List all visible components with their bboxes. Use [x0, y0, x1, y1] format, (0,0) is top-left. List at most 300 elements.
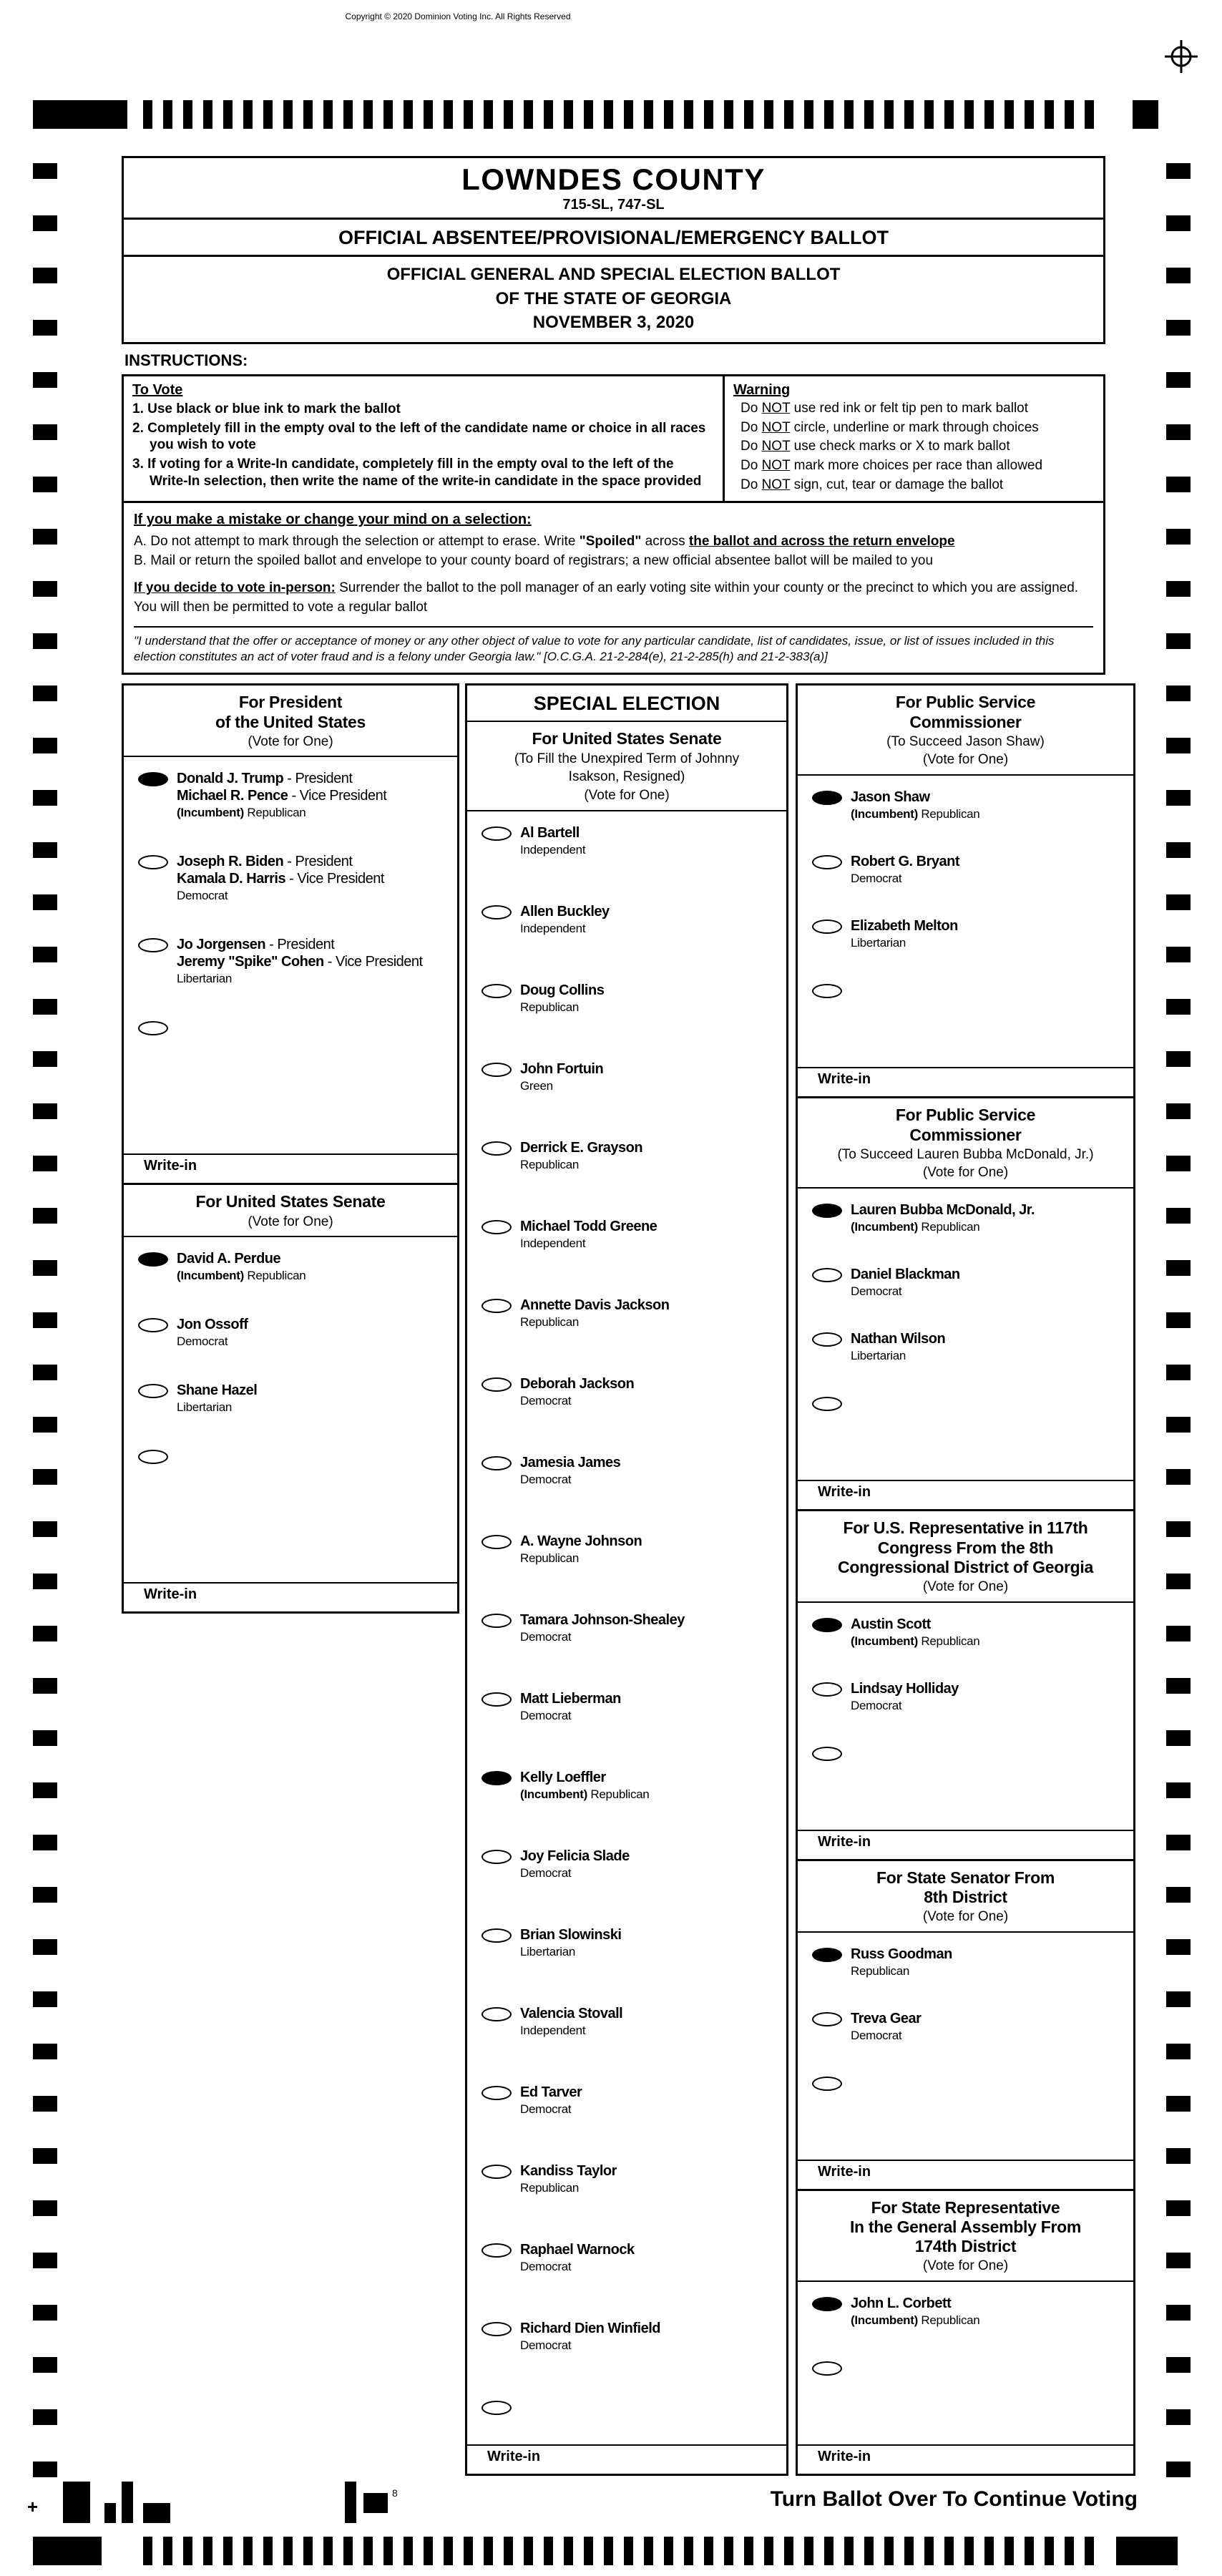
oval-empty[interactable] — [812, 2012, 842, 2026]
election-title-line1: OFFICIAL GENERAL AND SPECIAL ELECTION BALLOT — [386, 265, 841, 285]
party-name: Democrat — [851, 1698, 902, 1712]
timing-mark — [764, 2537, 773, 2565]
timing-mark — [33, 894, 57, 910]
write-in-oval[interactable] — [812, 2361, 842, 2376]
timing-mark — [33, 1521, 57, 1537]
contest-title: For U.S. Representative in 117th — [843, 1518, 1088, 1538]
contest-header — [467, 722, 786, 811]
to-vote-section — [124, 376, 725, 501]
party-name: Democrat — [520, 2338, 572, 2352]
oval-empty[interactable] — [482, 1614, 512, 1628]
candidate-name — [177, 1316, 248, 1333]
write-in-oval[interactable] — [138, 1021, 168, 1035]
incumbent-label: (Incumbent) — [851, 807, 922, 821]
oval-empty[interactable] — [482, 1220, 512, 1234]
timing-mark — [363, 2537, 373, 2565]
oval-empty[interactable] — [482, 984, 512, 998]
timing-mark — [424, 2537, 433, 2565]
timing-mark — [203, 2537, 212, 2565]
contest-header — [124, 686, 457, 757]
timing-mark — [644, 2537, 653, 2565]
timing-mark — [1166, 1782, 1191, 1798]
timing-mark — [33, 1782, 57, 1798]
timing-mark — [1166, 2200, 1191, 2216]
timing-mark — [704, 100, 713, 129]
timing-mark — [33, 1156, 57, 1171]
candidate-name-text: Valencia Stovall — [520, 2005, 623, 2021]
timing-mark — [163, 100, 172, 129]
candidate-name-text: Michael Todd Greene — [520, 1218, 658, 1234]
candidate-row — [467, 1611, 786, 1644]
registration-crosshair-icon — [1165, 40, 1198, 73]
vote-for-instruction: (Vote for One) — [922, 1165, 1009, 1181]
candidate-party — [520, 1394, 634, 1408]
timing-mark — [804, 100, 813, 129]
party-name: Democrat — [520, 1629, 572, 1644]
candidate-name — [520, 824, 585, 841]
timing-mark — [33, 790, 57, 806]
timing-mark — [33, 2200, 57, 2216]
candidate-row — [467, 2241, 786, 2274]
write-in-row — [798, 2074, 1133, 2091]
timing-mark — [984, 2537, 994, 2565]
party-name: Independent — [520, 2023, 586, 2037]
candidate-row — [798, 2295, 1133, 2328]
write-in-row — [467, 2399, 786, 2415]
timing-mark — [33, 1678, 57, 1694]
timing-mark — [33, 372, 57, 388]
timing-mark — [1045, 2537, 1054, 2565]
timing-mark — [1065, 2537, 1074, 2565]
candidate-name-text: Allen Buckley — [520, 903, 610, 919]
contest-title: For Public Service — [895, 693, 1036, 712]
timing-mark — [1166, 1156, 1191, 1171]
timing-mark — [1166, 1365, 1191, 1380]
timing-mark — [303, 100, 313, 129]
barcode-mark — [345, 2482, 356, 2523]
contest — [798, 2189, 1133, 2474]
candidate-party — [177, 1269, 306, 1283]
timing-mark — [884, 2537, 894, 2565]
oval-empty[interactable] — [482, 1141, 512, 1156]
candidate-name-text: Lauren Bubba McDonald, Jr. — [851, 1202, 1035, 1219]
candidate-text — [851, 1266, 960, 1299]
contest-subtitle: Isakson, Resigned) — [568, 769, 685, 785]
candidate-name — [851, 2010, 921, 2027]
mistake-section — [122, 501, 1105, 675]
candidate-name-text: Robert G. Bryant — [851, 854, 960, 870]
timing-mark — [724, 2537, 733, 2565]
candidate-name-text: Al Bartell — [520, 824, 580, 841]
instruction-item: 2. Completely fill in the empty oval to the left of the candidate name or choice in all races you wish to vote — [132, 420, 706, 453]
timing-mark — [784, 100, 793, 129]
candidate-name — [851, 1616, 979, 1633]
timing-mark — [584, 100, 593, 129]
timing-mark — [704, 2537, 713, 2565]
text-segment: circle, underline or mark through choices — [790, 419, 1039, 435]
oval-marked[interactable] — [812, 1204, 842, 1218]
barcode-mark — [143, 2503, 170, 2523]
candidate-name-text: Daniel Blackman — [851, 1267, 960, 1283]
write-in-oval[interactable] — [812, 2077, 842, 2091]
timing-mark — [33, 686, 57, 701]
candidate-row — [467, 1848, 786, 1880]
party-name: Independent — [520, 1236, 586, 1250]
party-name: Democrat — [520, 1472, 572, 1486]
party-name: Libertarian — [851, 1349, 906, 1363]
oval-marked[interactable] — [812, 791, 842, 805]
timing-mark — [1166, 320, 1191, 336]
write-in-row — [798, 1745, 1133, 1761]
candidate-text — [520, 1848, 630, 1880]
instruction-item: 1. Use black or blue ink to mark the ballot — [132, 401, 401, 416]
write-in-label: Write-in — [144, 1158, 197, 1174]
oval-empty[interactable] — [482, 1377, 512, 1392]
candidate-name-text: Elizabeth Melton — [851, 918, 958, 935]
candidate-role: - President — [265, 937, 335, 953]
oval-empty[interactable] — [482, 2086, 512, 2100]
candidate-text — [520, 1218, 657, 1251]
timing-mark — [1166, 1939, 1191, 1955]
timing-mark — [924, 2537, 934, 2565]
timing-mark — [1166, 1051, 1191, 1067]
write-in-row — [798, 1395, 1133, 1411]
timing-mark — [524, 100, 533, 129]
candidate-text — [851, 1946, 952, 1979]
timing-mark — [1045, 100, 1054, 129]
timing-mark — [33, 529, 57, 545]
text-segment: NOT — [761, 477, 791, 492]
timing-mark — [33, 2044, 57, 2059]
candidate-row — [124, 853, 457, 903]
instructions-box — [122, 374, 1105, 503]
ballot-title-box — [122, 218, 1105, 344]
candidate-name-text: Treva Gear — [851, 2010, 922, 2026]
oval-empty[interactable] — [812, 919, 842, 934]
contest — [798, 1509, 1133, 1858]
contest-title: Congressional District of Georgia — [838, 1557, 1093, 1576]
candidate-name — [520, 1926, 621, 1943]
timing-mark — [464, 2537, 473, 2565]
timing-mark — [33, 947, 57, 962]
candidate-text — [851, 1201, 1035, 1234]
timing-mark — [1166, 738, 1191, 753]
contest-header — [798, 1861, 1133, 1933]
party-name: Republican — [851, 1963, 910, 1978]
timing-mark — [1133, 100, 1158, 129]
timing-mark — [33, 1730, 57, 1746]
candidate-name-text: A. Wayne Johnson — [520, 1533, 642, 1549]
oval-empty[interactable] — [482, 1850, 512, 1864]
party-name: Republican — [520, 1314, 580, 1329]
candidate-name-text: Annette Davis Jackson — [520, 1297, 670, 1313]
timing-mark — [163, 2537, 172, 2565]
candidate-party — [520, 1236, 657, 1251]
candidate-party — [851, 1634, 979, 1649]
candidate-name-text: Jason Shaw — [851, 789, 930, 806]
oval-empty[interactable] — [482, 2322, 512, 2336]
mistake-item-a — [134, 534, 1093, 550]
timing-mark — [1166, 1730, 1191, 1746]
candidate-name-text: Richard Dien Winfield — [520, 2320, 661, 2336]
timing-mark — [33, 2305, 57, 2321]
timing-mark — [1166, 686, 1191, 701]
oval-marked[interactable] — [482, 1771, 512, 1785]
candidate-text — [851, 2295, 979, 2328]
timing-mark — [544, 100, 553, 129]
party-name: Libertarian — [177, 972, 233, 986]
timing-mark — [904, 100, 914, 129]
candidate-row — [798, 853, 1133, 886]
candidate-role: - President — [283, 771, 353, 787]
text-segment: Do — [740, 439, 762, 454]
ballot-type-title: OFFICIAL ABSENTEE/PROVISIONAL/EMERGENCY BALLOT — [124, 220, 1103, 257]
write-in-label: Write-in — [818, 1484, 871, 1501]
contest-header — [124, 1185, 457, 1237]
timing-mark — [223, 2537, 233, 2565]
timing-mark — [764, 100, 773, 129]
candidate-name — [851, 2295, 979, 2312]
candidate-name-text: Jamesia James — [520, 1454, 621, 1470]
timing-mark — [1166, 581, 1191, 597]
oval-empty[interactable] — [812, 1268, 842, 1282]
timing-mark — [223, 100, 233, 129]
candidate-name-text: Brian Slowinski — [520, 1926, 622, 1943]
oval-empty[interactable] — [482, 2243, 512, 2258]
candidate-row — [467, 2162, 786, 2195]
write-in-block — [467, 2444, 786, 2474]
timing-mark — [1166, 2096, 1191, 2112]
timing-mark — [444, 2537, 453, 2565]
timing-mark — [784, 2537, 793, 2565]
ballot-body — [122, 156, 1138, 2476]
write-in-oval[interactable] — [482, 2401, 512, 2415]
candidate-text — [520, 1375, 634, 1408]
candidate-party — [177, 889, 384, 903]
timing-mark — [383, 100, 393, 129]
timing-mark — [624, 100, 633, 129]
party-name: Democrat — [851, 1284, 902, 1299]
oval-empty[interactable] — [482, 1456, 512, 1470]
in-person-instruction — [134, 579, 1093, 617]
timing-mark — [484, 2537, 493, 2565]
timing-mark — [1166, 2148, 1191, 2164]
write-in-block — [798, 2160, 1133, 2189]
write-in-oval[interactable] — [812, 1747, 842, 1761]
party-name: Republican — [921, 807, 980, 821]
contest-title: Congress From the 8th — [877, 1538, 1054, 1557]
candidate-name-text: Kamala D. Harris — [177, 871, 286, 887]
timing-mark — [183, 2537, 192, 2565]
write-in-oval[interactable] — [138, 1450, 168, 1464]
candidate-list — [798, 1189, 1133, 1421]
contest — [467, 722, 786, 2474]
timing-mark — [1005, 100, 1014, 129]
candidate-text — [520, 2084, 582, 2117]
timing-mark — [624, 2537, 633, 2565]
oval-empty[interactable] — [482, 1299, 512, 1313]
party-name: Democrat — [520, 1393, 572, 1407]
write-in-oval[interactable] — [812, 984, 842, 998]
contest-title: For State Representative — [871, 2198, 1060, 2218]
write-in-row — [124, 1448, 457, 1464]
candidate-name-text: Michael R. Pence — [177, 788, 288, 804]
barcode-digit: 8 — [392, 2487, 398, 2499]
candidate-row — [798, 789, 1133, 821]
timing-mark — [1166, 947, 1191, 962]
timing-mark — [33, 581, 57, 597]
text-segment: use red ink or felt tip pen to mark ballot — [790, 400, 1029, 416]
timing-mark — [1065, 100, 1074, 129]
party-name: Republican — [921, 1634, 980, 1648]
oval-empty[interactable] — [482, 1063, 512, 1077]
warning-heading: Warning — [733, 381, 791, 398]
candidate-text — [520, 1926, 621, 1959]
timing-mark — [33, 1417, 57, 1433]
incumbent-label: (Incumbent) — [851, 1220, 922, 1234]
timing-mark — [1025, 2537, 1034, 2565]
candidate-name-text: John L. Corbett — [851, 2296, 952, 2312]
oval-empty[interactable] — [482, 1692, 512, 1707]
candidate-name — [177, 936, 423, 953]
timing-mark — [1085, 100, 1094, 129]
candidate-party — [851, 1349, 945, 1363]
oval-marked[interactable] — [138, 1252, 168, 1267]
oval-empty[interactable] — [138, 1384, 168, 1398]
party-name: Democrat — [851, 872, 902, 886]
oval-empty[interactable] — [812, 1682, 842, 1697]
timing-mark — [604, 2537, 613, 2565]
candidate-name — [520, 1218, 657, 1235]
candidate-role: - Vice President — [323, 954, 423, 970]
timing-mark — [1166, 477, 1191, 492]
write-in-block — [798, 1067, 1133, 1096]
incumbent-label: (Incumbent) — [177, 1269, 248, 1283]
vote-for-instruction: (Vote for One) — [922, 2258, 1009, 2274]
contest-title: of the United States — [215, 712, 366, 731]
timing-mark — [33, 1260, 57, 1276]
text-segment: NOT — [761, 419, 791, 435]
timing-mark — [484, 100, 493, 129]
write-in-label: Write-in — [144, 1586, 197, 1603]
timing-mark — [33, 2253, 57, 2268]
timing-mark — [1166, 268, 1191, 283]
timing-mark — [33, 1574, 57, 1589]
timing-mark — [564, 100, 573, 129]
oval-empty[interactable] — [138, 938, 168, 952]
candidate-name — [851, 917, 958, 935]
candidate-party — [851, 936, 958, 950]
candidate-name — [520, 2162, 617, 2180]
timing-mark — [1166, 2253, 1191, 2268]
timing-mark — [804, 2537, 813, 2565]
candidate-name — [851, 853, 959, 870]
vote-for-instruction: (Vote for One) — [248, 1214, 333, 1229]
timing-mark — [844, 2537, 854, 2565]
oval-empty[interactable] — [138, 1318, 168, 1332]
timing-mark — [1166, 2409, 1191, 2425]
candidate-party — [520, 1158, 642, 1172]
candidate-text — [520, 1297, 669, 1330]
candidate-text — [177, 1382, 257, 1415]
timing-mark — [33, 2462, 57, 2477]
oval-marked[interactable] — [812, 1948, 842, 1962]
candidate-party — [520, 1079, 603, 1093]
candidate-text — [177, 1316, 248, 1349]
candidate-row — [798, 1616, 1133, 1649]
timing-mark — [844, 100, 854, 129]
candidate-party — [520, 1709, 621, 1723]
text-segment: "Spoiled" — [579, 534, 642, 550]
oval-empty[interactable] — [138, 855, 168, 869]
timing-mark — [33, 842, 57, 858]
oval-empty[interactable] — [482, 1928, 512, 1943]
timing-mark — [33, 1103, 57, 1119]
oval-empty[interactable] — [482, 826, 512, 841]
candidate-row — [467, 1218, 786, 1251]
oval-marked[interactable] — [812, 2297, 842, 2311]
oval-empty[interactable] — [482, 2165, 512, 2179]
timing-mark — [33, 1208, 57, 1224]
candidate-name — [520, 1297, 669, 1314]
party-name: Republican — [921, 2313, 980, 2328]
county-header-box — [122, 156, 1105, 220]
vote-for-instruction: (Vote for One) — [584, 788, 670, 804]
oval-empty[interactable] — [482, 905, 512, 919]
candidate-party — [520, 2181, 617, 2195]
timing-mark — [283, 100, 293, 129]
write-in-oval[interactable] — [812, 1397, 842, 1411]
candidate-party — [177, 1400, 257, 1415]
oval-marked[interactable] — [812, 1618, 842, 1632]
timing-mark — [1166, 2462, 1191, 2477]
timing-mark — [1166, 529, 1191, 545]
timing-mark — [33, 2409, 57, 2425]
timing-mark — [1166, 1260, 1191, 1276]
candidate-row — [124, 1250, 457, 1283]
felony-notice: "I understand that the offer or acceptance of money or any other object of value to vote for any particular candidate, list of candidates, issue, or list of issues included in this election constitutes an act of voter fraud and is a felony under Georgia law." [O.C.G.A. 21-2-284(e), 21-2-285(h) and 21-2-383(a)] — [134, 626, 1093, 666]
candidate-row — [467, 1375, 786, 1408]
oval-empty[interactable] — [482, 2007, 512, 2021]
candidate-text — [520, 982, 604, 1015]
timing-mark — [1025, 100, 1034, 129]
candidate-row — [798, 1946, 1133, 1979]
candidate-party — [520, 2338, 660, 2353]
candidate-row — [798, 1330, 1133, 1363]
vote-for-instruction: (Vote for One) — [248, 733, 333, 749]
timing-mark — [1166, 1678, 1191, 1694]
candidate-name-text: Nathan Wilson — [851, 1331, 946, 1347]
candidate-row — [467, 1926, 786, 1959]
oval-empty[interactable] — [812, 1332, 842, 1347]
candidate-text — [851, 1330, 945, 1363]
candidate-list — [798, 2282, 1133, 2386]
candidate-name-text: Derrick E. Grayson — [520, 1139, 643, 1156]
timing-mark — [203, 100, 212, 129]
candidate-text — [520, 1533, 642, 1566]
candidate-party — [520, 2260, 635, 2274]
oval-empty[interactable] — [482, 1535, 512, 1549]
copyright-notice: Copyright © 2020 Dominion Voting Inc. All Rights Reserved — [345, 11, 571, 21]
timing-mark — [33, 2096, 57, 2112]
barcode-mark — [104, 2503, 116, 2523]
oval-empty[interactable] — [812, 855, 842, 869]
candidate-list — [798, 1933, 1133, 2101]
oval-marked[interactable] — [138, 772, 168, 786]
timing-mark — [323, 100, 333, 129]
text-segment: NOT — [761, 400, 791, 416]
timing-mark — [33, 268, 57, 283]
